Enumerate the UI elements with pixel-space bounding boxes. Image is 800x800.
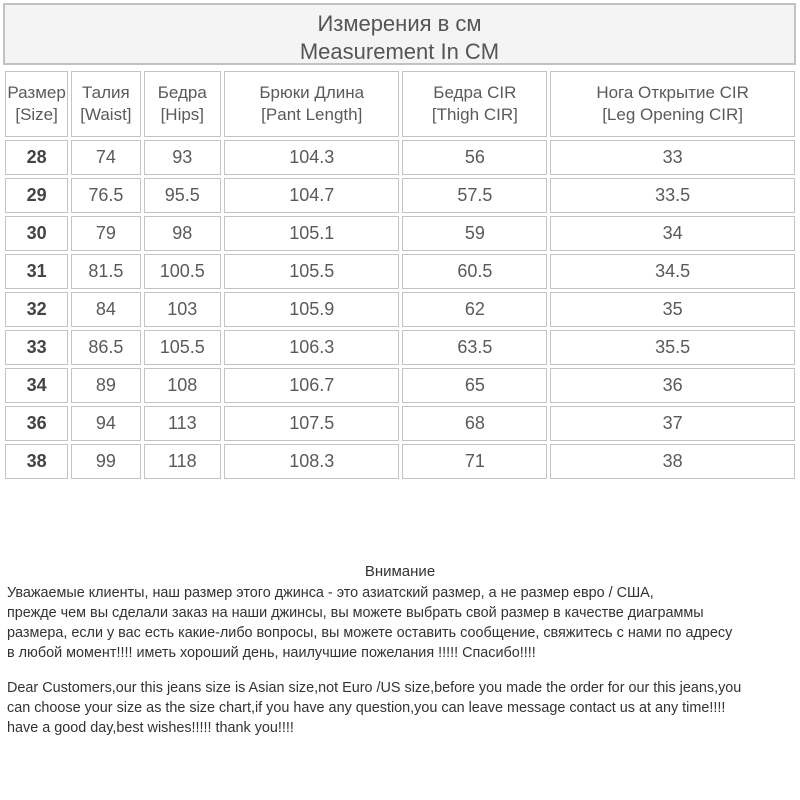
column-header-ru: Бедра — [157, 83, 207, 102]
measurement-cell: 107.5 — [224, 406, 399, 441]
measurement-cell: 71 — [402, 444, 547, 479]
table-row — [5, 216, 795, 251]
measurement-cell: 104.3 — [224, 140, 399, 175]
measurement-cell: 34.5 — [550, 254, 795, 289]
measurement-cell: 84 — [71, 292, 140, 327]
measurement-cell: 94 — [71, 406, 140, 441]
column-header-en: [Hips] — [160, 105, 205, 124]
column-header-en: [Waist] — [80, 105, 132, 124]
size-cell: 36 — [5, 406, 68, 441]
measurement-cell: 93 — [144, 140, 222, 175]
measurement-cell: 104.7 — [224, 178, 399, 213]
measurement-cell: 68 — [402, 406, 547, 441]
measurement-cell: 35 — [550, 292, 795, 327]
column-header — [71, 71, 140, 137]
notice-line: прежде чем вы сделали заказ на наши джинсы, вы можете выбрать свой размер в качестве диаграммы — [7, 605, 704, 621]
column-header — [144, 71, 222, 137]
measurement-cell: 56 — [402, 140, 547, 175]
table-row — [5, 444, 795, 479]
measurement-cell: 105.5 — [144, 330, 222, 365]
measurement-cell: 99 — [71, 444, 140, 479]
column-header-ru: Размер — [7, 83, 66, 102]
column-header-ru: Нога Открытие CIR — [596, 83, 749, 102]
table-row — [5, 330, 795, 365]
title-english: Measurement In CM — [299, 39, 500, 64]
size-cell: 33 — [5, 330, 68, 365]
notice-line: в любой момент!!!! иметь хороший день, наилучшие пожелания !!!!! Спасибо!!!! — [7, 645, 536, 661]
size-cell: 38 — [5, 444, 68, 479]
notice-line: Уважаемые клиенты, наш размер этого джинса - это азиатский размер, а не размер евро / США, — [7, 585, 654, 601]
notice-line: Dear Customers,our this jeans size is Asian size,not Euro /US size,before you made the order for our this jeans,you — [7, 680, 742, 696]
measurement-cell: 60.5 — [402, 254, 547, 289]
title-banner — [3, 3, 796, 65]
size-cell: 32 — [5, 292, 68, 327]
column-header — [224, 71, 399, 137]
measurement-cell: 103 — [144, 292, 222, 327]
notice-english-paragraph — [7, 678, 797, 738]
column-header-ru: Брюки Длина — [259, 83, 365, 102]
title-russian: Измерения в см — [317, 11, 482, 36]
table-row — [5, 178, 795, 213]
measurement-cell: 106.3 — [224, 330, 399, 365]
measurement-cell: 113 — [144, 406, 222, 441]
measurement-cell: 105.1 — [224, 216, 399, 251]
measurement-cell: 105.5 — [224, 254, 399, 289]
notice-russian-paragraph — [7, 583, 797, 663]
table-row — [5, 140, 795, 175]
measurement-cell: 36 — [550, 368, 795, 403]
notice-line: размера, если у вас есть какие-либо вопросы, вы можете оставить сообщение, свяжитесь с нами по адресу — [7, 625, 733, 641]
notice-line: have a good day,best wishes!!!!! thank you!!!! — [7, 720, 294, 736]
column-header — [550, 71, 795, 137]
size-cell: 34 — [5, 368, 68, 403]
measurement-cell: 33.5 — [550, 178, 795, 213]
measurement-cell: 86.5 — [71, 330, 140, 365]
column-header — [5, 71, 68, 137]
size-cell: 30 — [5, 216, 68, 251]
measurement-cell: 89 — [71, 368, 140, 403]
measurement-cell: 81.5 — [71, 254, 140, 289]
size-chart-table — [2, 68, 798, 482]
column-header-en: [Pant Length] — [261, 105, 363, 124]
measurement-cell: 108 — [144, 368, 222, 403]
measurement-cell: 59 — [402, 216, 547, 251]
measurement-cell: 57.5 — [402, 178, 547, 213]
measurement-cell: 34 — [550, 216, 795, 251]
measurement-cell: 106.7 — [224, 368, 399, 403]
measurement-cell: 74 — [71, 140, 140, 175]
column-header-en: [Leg Opening CIR] — [602, 105, 744, 124]
measurement-cell: 79 — [71, 216, 140, 251]
measurement-cell: 95.5 — [144, 178, 222, 213]
size-cell: 31 — [5, 254, 68, 289]
table-header-row — [5, 71, 795, 137]
measurement-cell: 118 — [144, 444, 222, 479]
column-header-ru: Бедра CIR — [433, 83, 517, 102]
size-cell: 29 — [5, 178, 68, 213]
measurement-cell: 100.5 — [144, 254, 222, 289]
measurement-cell: 63.5 — [402, 330, 547, 365]
table-row — [5, 368, 795, 403]
size-cell: 28 — [5, 140, 68, 175]
column-header-en: [Size] — [15, 105, 58, 124]
notice-heading: Внимание — [364, 563, 436, 580]
measurement-cell: 98 — [144, 216, 222, 251]
column-header — [402, 71, 547, 137]
measurement-cell: 65 — [402, 368, 547, 403]
column-header-ru: Талия — [82, 83, 130, 102]
table-row — [5, 254, 795, 289]
column-header-en: [Thigh CIR] — [431, 105, 518, 124]
measurement-cell: 76.5 — [71, 178, 140, 213]
table-body — [5, 140, 795, 479]
measurement-cell: 37 — [550, 406, 795, 441]
notice-line: can choose your size as the size chart,if you have any question,you can leave message contact us at any time!!!! — [7, 700, 726, 716]
measurement-cell: 35.5 — [550, 330, 795, 365]
measurement-cell: 62 — [402, 292, 547, 327]
measurement-cell: 33 — [550, 140, 795, 175]
measurement-cell: 108.3 — [224, 444, 399, 479]
measurement-cell: 105.9 — [224, 292, 399, 327]
table-row — [5, 292, 795, 327]
table-row — [5, 406, 795, 441]
measurement-cell: 38 — [550, 444, 795, 479]
